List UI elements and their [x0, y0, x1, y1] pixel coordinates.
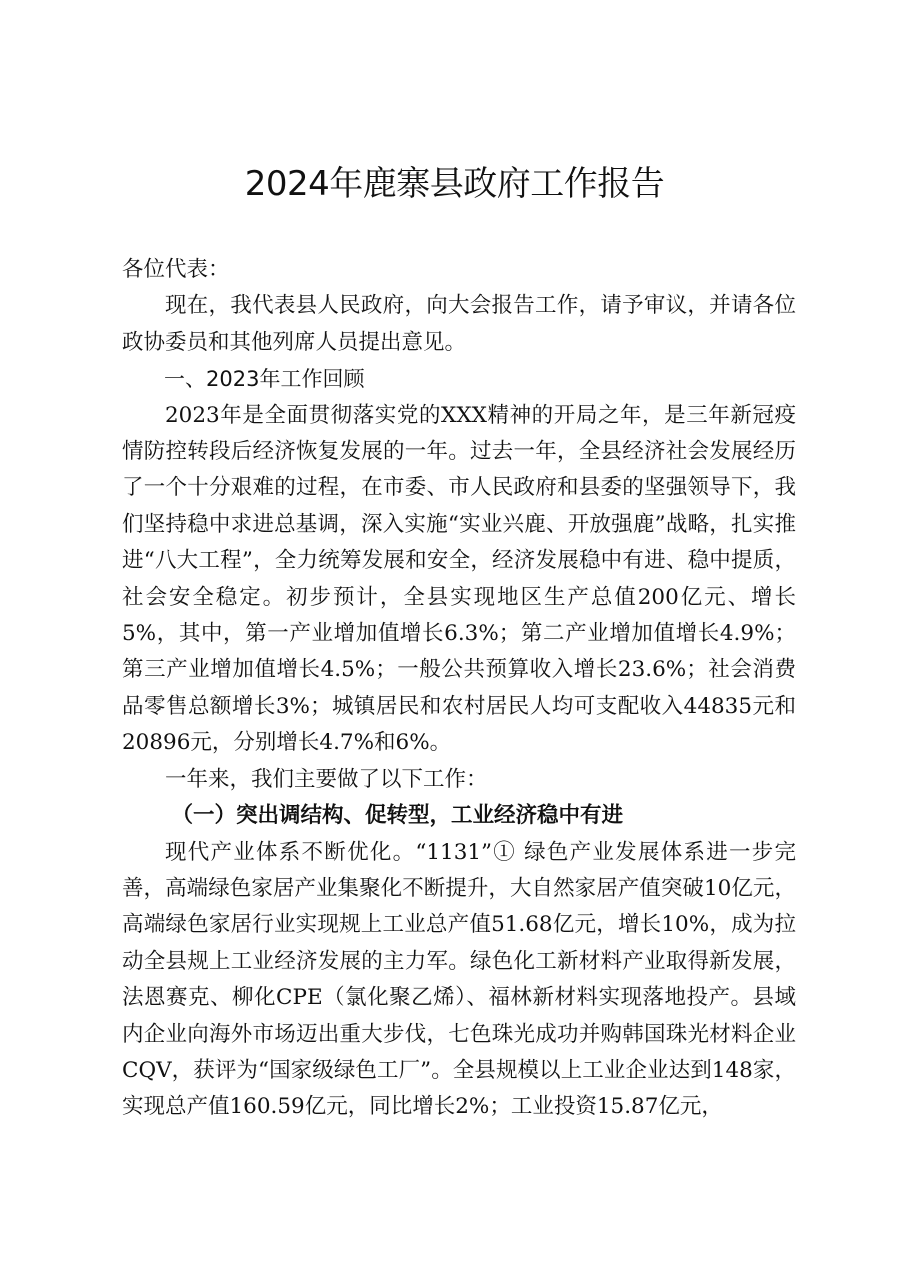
salutation: 各位代表： [122, 257, 230, 282]
document-body [122, 252, 796, 1126]
subsection-heading-industry: （一）突出调结构、促转型，工业经济稳中有进 [171, 803, 623, 829]
document-title: 2024年鹿寨县政府工作报告 [244, 164, 665, 204]
intro-paragraph: 现在，我代表县人民政府，向大会报告工作，请予审议，并请各位政协委员和其他列席人员提出意见。 [122, 293, 796, 355]
section-paragraph-overview: 2023年是全面贯彻落实党的XXX精神的开局之年，是三年新冠疫情防控转段后经济恢复发展的一年。过去一年，全县经济社会发展经历了一个十分艰难的过程，在市委、市人民政府和县委的坚强领导下，我们坚持稳中求进总基调，深入实施“实业兴鹿、开放强鹿”战略，扎实推进“八大工程”，全力统筹发展和安全，经济发展稳中有进、稳中提质，社会安全稳定。初步预计，全县实现地区生产总值200亿元、增长5%，其中，第一产业增加值增长6.3%；第二产业增加值增长4.9%；第三产业增加值增长4.5%；一般公共预算收入增长23.6%；社会消费品零售总额增长3%；城镇居民和农村居民人均可支配收入44835元和20896元，分别增长4.7%和6%。 [122, 402, 796, 756]
section-paragraph-transition: 一年来，我们主要做了以下工作： [165, 766, 488, 792]
section-heading-review: 一、2023年工作回顾 [164, 367, 365, 392]
subsection-paragraph-industry: 现代产业体系不断优化。“1131”① 绿色产业发展体系进一步完善，高端绿色家居产业集聚化不断提升，大自然家居产值突破10亿元，高端绿色家居行业实现规上工业总产值51.68亿元，增长10%，成为拉动全县规上工业经济发展的主力军。绿色化工新材料产业取得新发展，法恩赛克、柳化CPE（氯化聚乙烯）、福林新材料实现落地投产。县域内企业向海外市场迈出重大步伐，七色珠光成功并购韩国珠光材料企业CQV，获评为“国家级绿色工厂”。全县规模以上工业企业达到148家，实现总产值160.59亿元，同比增长2%；工业投资15.87亿元， [122, 839, 796, 1120]
